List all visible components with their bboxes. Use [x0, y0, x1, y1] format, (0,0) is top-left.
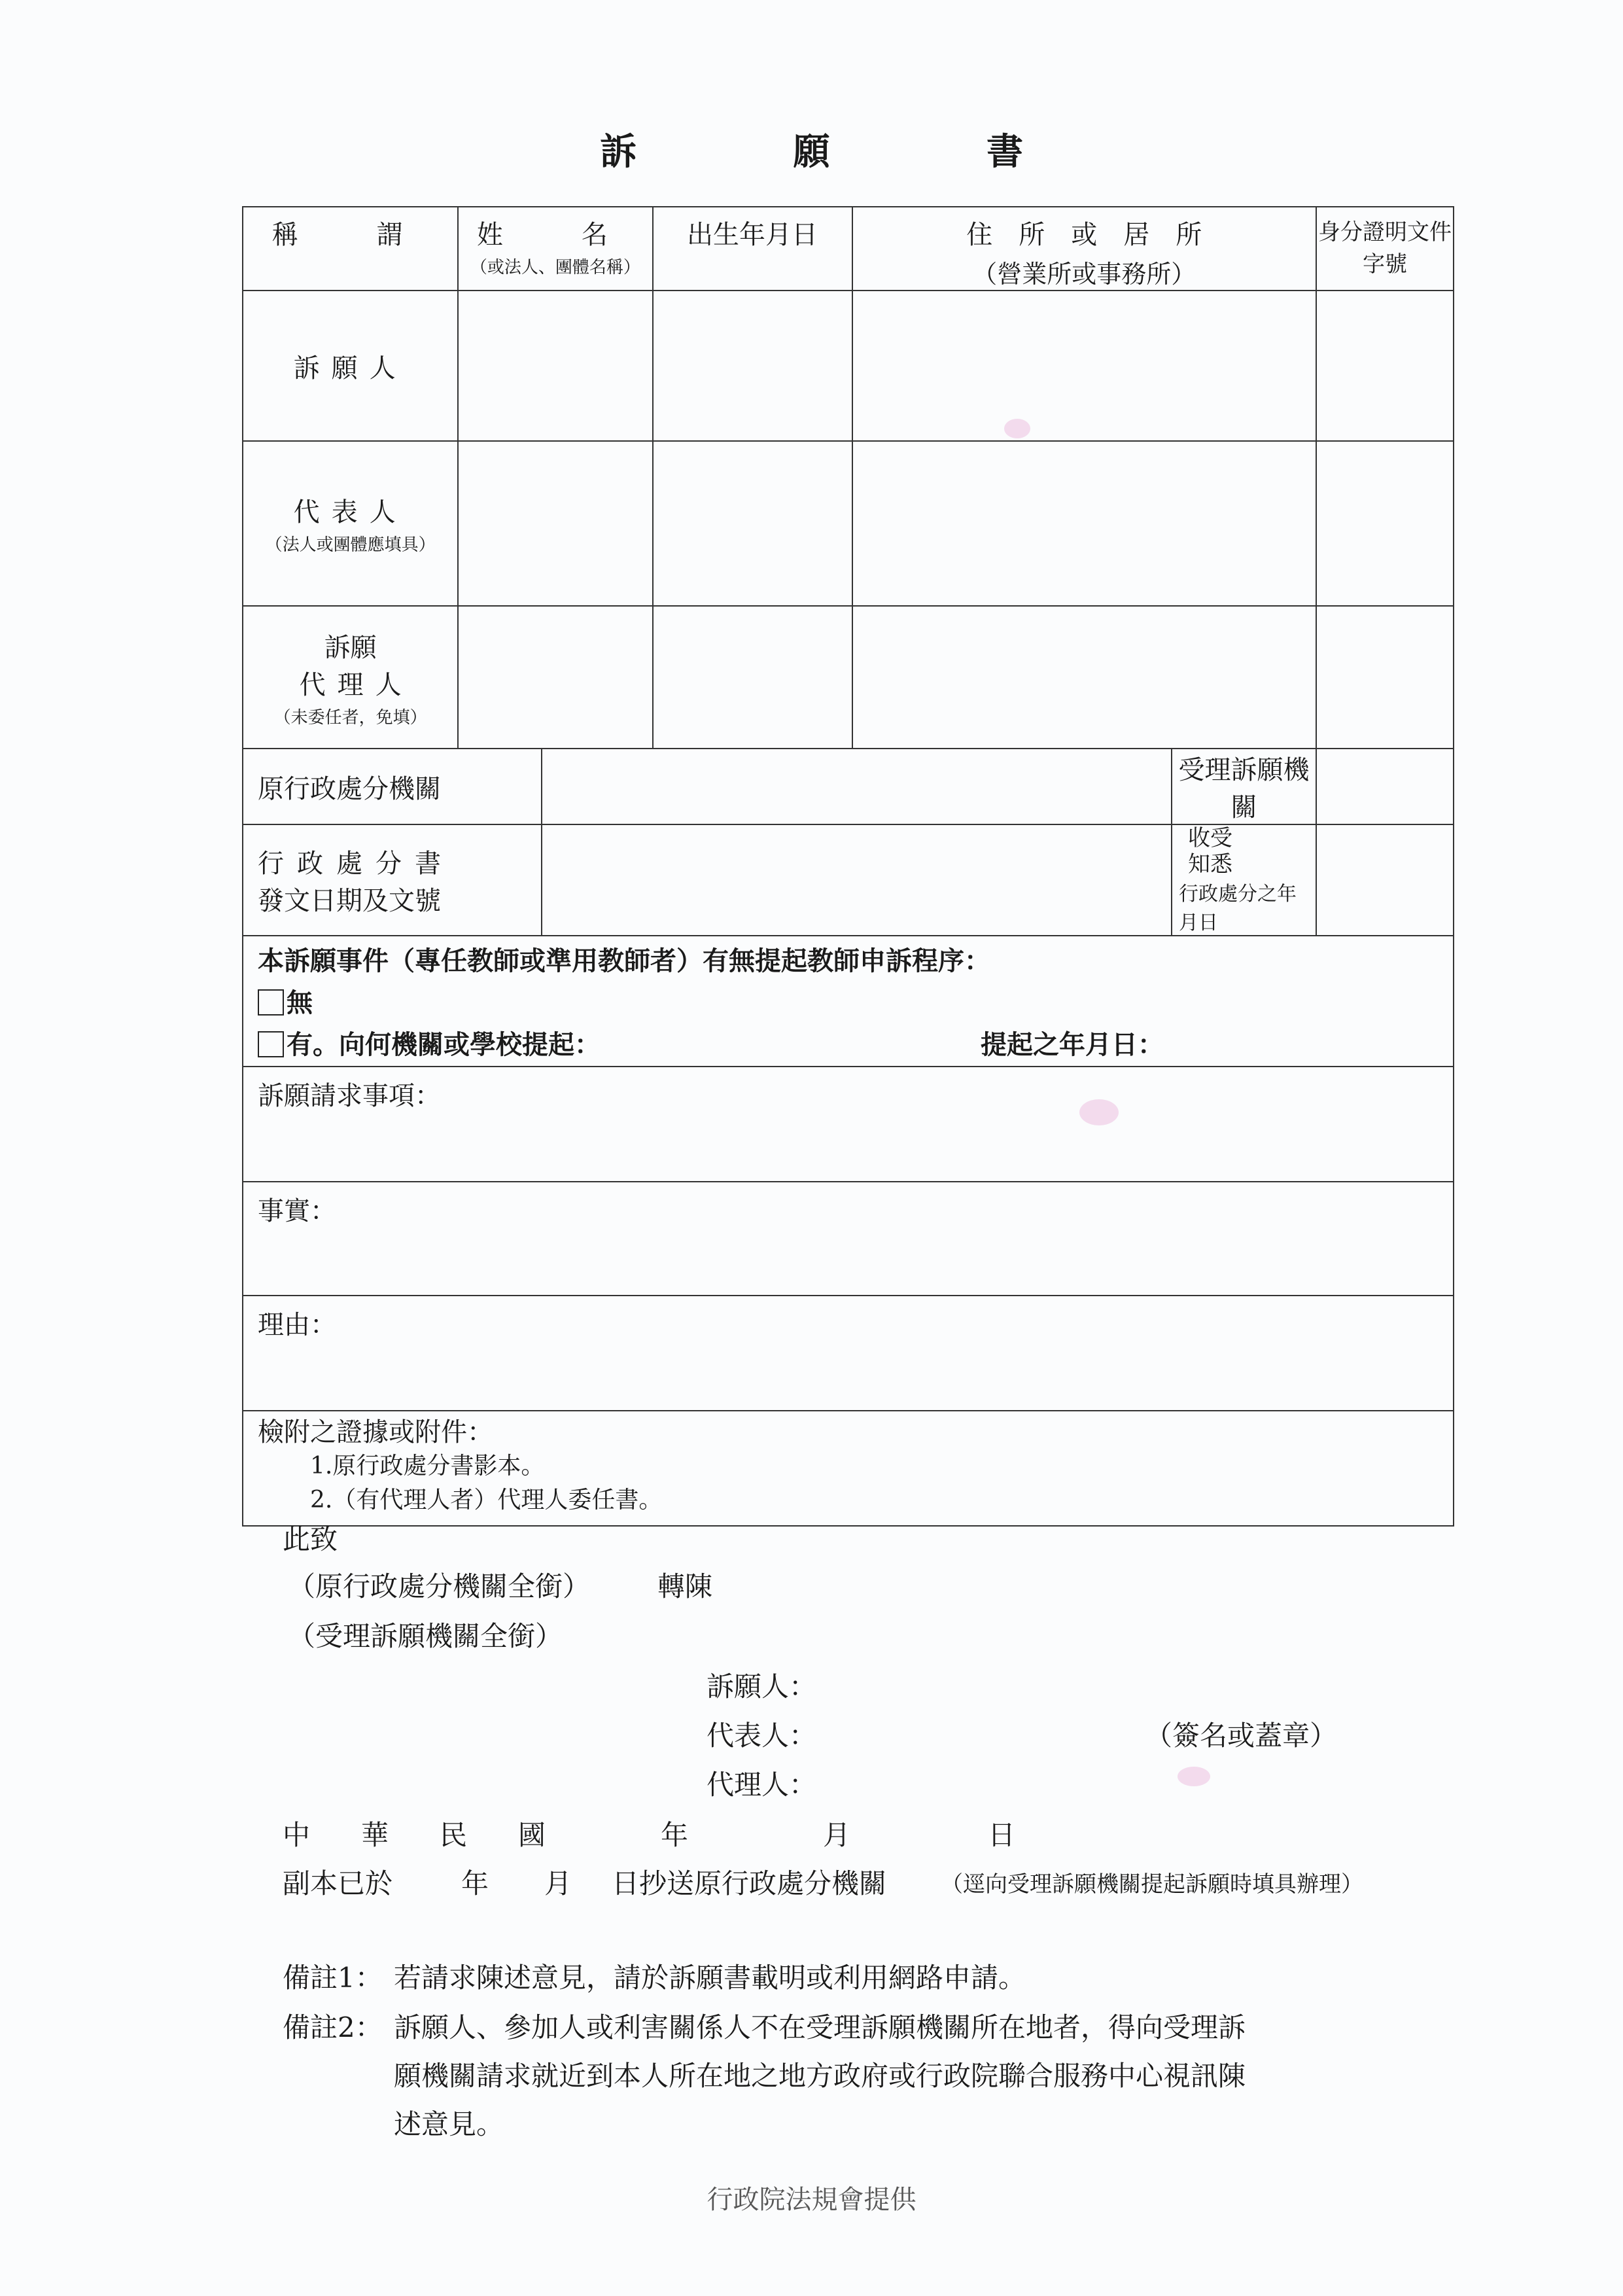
option-yes-label: 有。向何機關或學校提起： — [287, 1029, 601, 1060]
note2-line2: 願機關請求就近到本人所在地之地方政府或行政院聯合服務中心視訊陳 — [394, 2060, 1246, 2092]
header-title-col: 稱 謂 — [243, 207, 458, 291]
representative-id-cell[interactable] — [1316, 441, 1454, 606]
document-date-cell[interactable] — [542, 824, 1172, 936]
attachment-item-2: 2.（有代理人者）代理人委任書。 — [310, 1487, 663, 1513]
date-day: 日 — [988, 1819, 1016, 1851]
option-yes-checkbox[interactable] — [258, 1031, 284, 1057]
petitioner-name-cell[interactable] — [458, 291, 652, 441]
receiving-agency-cell[interactable] — [1316, 749, 1454, 824]
date-month: 月 — [823, 1819, 851, 1851]
note1-text: 若請求陳述意見，請於訴願書載明或利用網路申請。 — [394, 1962, 1026, 1994]
copy-prefix: 副本已於 — [283, 1867, 393, 1899]
petition-form-table — [242, 206, 1454, 1527]
forward-text: 轉陳 — [657, 1570, 713, 1602]
note2-line1: 訴願人、參加人或利害關係人不在受理訴願機關所在地者，得向受理訴 — [394, 2011, 1246, 2043]
representative-address-cell[interactable] — [852, 441, 1316, 606]
petitioner-label: 訴願人 — [243, 291, 458, 441]
agent-label: 訴願 代理人 （未委任者，免填） — [243, 606, 458, 749]
agent-name-cell[interactable] — [458, 606, 652, 749]
signature-note: （簽名或蓋章） — [1145, 1720, 1338, 1752]
copy-note: （逕向受理訴願機關提起訴願時填具辦理） — [941, 1871, 1363, 1898]
agent-birthdate-cell[interactable] — [653, 606, 852, 749]
document-date-label: 行政處分書 發文日期及文號 — [243, 824, 542, 936]
claims-section[interactable]: 訴願請求事項： — [243, 1067, 1454, 1182]
signature-representative-label: 代表人： — [707, 1720, 817, 1752]
attachments-label: 檢附之證據或附件： — [258, 1417, 493, 1447]
note2-line3: 述意見。 — [394, 2108, 504, 2140]
agent-id-cell[interactable] — [1316, 606, 1454, 749]
date-year: 年 — [661, 1819, 689, 1851]
petitioner-address-cell[interactable] — [852, 291, 1316, 441]
original-agency-fullname: （原行政處分機關全銜） — [288, 1570, 591, 1602]
petitioner-birthdate-cell[interactable] — [653, 291, 852, 441]
header-id-col: 身分證明文件字號 — [1316, 207, 1454, 291]
teacher-appeal-section — [243, 936, 1454, 1067]
stain-mark — [1004, 419, 1030, 438]
option-no-checkbox[interactable] — [258, 989, 284, 1016]
representative-name-cell[interactable] — [458, 441, 652, 606]
facts-section[interactable]: 事實： — [243, 1182, 1454, 1296]
note2-label: 備註2： — [283, 2011, 383, 2043]
note1-label: 備註1： — [283, 1962, 383, 1994]
receiving-agency-label: 受理訴願機關 — [1172, 749, 1316, 824]
copy-year: 年 — [461, 1867, 489, 1899]
representative-birthdate-cell[interactable] — [653, 441, 852, 606]
original-agency-label: 原行政處分機關 — [243, 749, 542, 824]
closing-salutation: 此致 — [283, 1523, 338, 1555]
receive-date-cell[interactable] — [1316, 824, 1454, 936]
header-address-col: 住 所 或 居 所 （營業所或事務所） — [852, 207, 1316, 291]
attachments-section — [243, 1411, 1454, 1526]
stain-mark — [1079, 1099, 1119, 1125]
representative-label: 代表人 （法人或團體應填具） — [243, 441, 458, 606]
petitioner-id-cell[interactable] — [1316, 291, 1454, 441]
header-name-col: 姓 名 （或法人、團體名稱） — [458, 207, 652, 291]
filing-date-label: 提起之年月日： — [981, 1029, 1164, 1060]
stain-mark — [1178, 1767, 1210, 1786]
option-no-label: 無 — [287, 987, 313, 1018]
receive-date-label: 收受 知悉 行政處分之年月日 — [1172, 824, 1316, 936]
form-title: 訴 願 書 — [600, 130, 1095, 173]
teacher-appeal-question: 本訴願事件（專任教師或準用教師者）有無提起教師申訴程序： — [258, 945, 990, 976]
copy-suffix: 日抄送原行政處分機關 — [612, 1867, 887, 1899]
date-roc: 中 華 民 國 — [283, 1819, 558, 1851]
signature-petitioner-label: 訴願人： — [707, 1670, 817, 1703]
original-agency-cell[interactable] — [542, 749, 1172, 824]
copy-month: 月 — [544, 1867, 572, 1899]
header-birthdate-col: 出生年月日 — [653, 207, 852, 291]
agent-address-cell[interactable] — [852, 606, 1316, 749]
footer-provider: 行政院法規會提供 — [707, 2185, 916, 2215]
receiving-agency-fullname: （受理訴願機關全銜） — [288, 1620, 563, 1652]
attachment-item-1: 1.原行政處分書影本。 — [310, 1453, 545, 1479]
signature-agent-label: 代理人： — [707, 1769, 817, 1801]
reasons-section[interactable]: 理由： — [243, 1296, 1454, 1411]
